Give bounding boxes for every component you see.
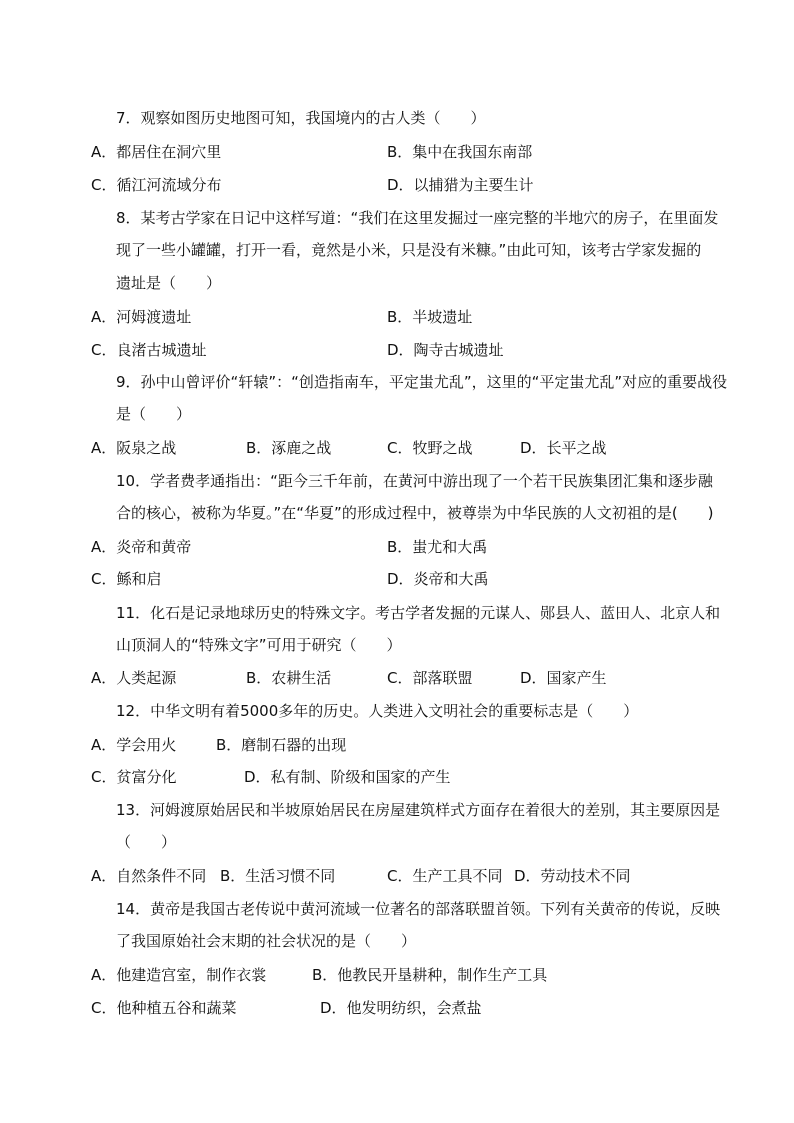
question-9-option-b: B．涿鹿之战 [246, 439, 332, 457]
question-13-stem-line-2: （ ） [116, 833, 177, 851]
question-8-option-c: C．良渚古城遗址 [91, 341, 207, 359]
question-7-stem-line-1: 7．观察如图历史地图可知，我国境内的古人类（ ） [116, 109, 486, 127]
question-10-stem-line-2: 合的核心，被称为华夏。”在“华夏”的形成过程中，被尊崇为中华民族的人文初祖的是( ) [116, 504, 714, 522]
question-13-option-b: B．生活习惯不同 [220, 867, 336, 885]
question-14-stem-line-2: 了我国原始社会末期的社会状况的是（ ） [116, 932, 417, 950]
question-9-option-d: D．长平之战 [520, 439, 607, 457]
question-8-stem-line-2: 现了一些小罐罐，打开一看，竟然是小米，只是没有米糠。”由此可知，该考古学家发掘的 [116, 241, 702, 259]
question-9-option-a: A．阪泉之战 [91, 439, 177, 457]
question-14-option-a: A．他建造宫室，制作衣裳 [91, 966, 267, 984]
question-10-option-c: C．鲧和启 [91, 570, 162, 588]
question-10-option-b: B．蚩尤和大禹 [387, 538, 488, 556]
question-8-stem-line-1: 8．某考古学家在日记中这样写道：“我们在这里发掘过一座完整的半地穴的房子，在里面发 [116, 209, 719, 227]
question-11-option-b: B．农耕生活 [246, 669, 332, 687]
question-13-option-c: C．生产工具不同 [387, 867, 503, 885]
question-8-option-b: B．半坡遗址 [387, 308, 473, 326]
question-14-option-c: C．他种植五谷和蔬菜 [91, 999, 237, 1017]
question-8-option-d: D．陶寺古城遗址 [387, 341, 504, 359]
question-7-option-b: B．集中在我国东南部 [387, 143, 533, 161]
question-12-stem-line-1: 12．中华文明有着5000多年的历史。人类进入文明社会的重要标志是（ ） [116, 702, 639, 720]
question-12-option-d: D．私有制、阶级和国家的产生 [244, 768, 451, 786]
question-11-option-a: A．人类起源 [91, 669, 177, 687]
question-13-option-d: D．劳动技术不同 [514, 867, 631, 885]
question-10-stem-line-1: 10．学者费孝通指出：“距今三千年前，在黄河中游出现了一个若干民族集团汇集和逐步融 [116, 472, 713, 490]
question-14-stem-line-1: 14．黄帝是我国古老传说中黄河流域一位著名的部落联盟首领。下列有关黄帝的传说，反映 [116, 900, 721, 918]
question-9-stem-line-2: 是（ ） [116, 405, 192, 423]
question-11-stem-line-1: 11．化石是记录地球历史的特殊文字。考古学者发掘的元谋人、郧县人、蓝田人、北京人和 [116, 604, 721, 622]
question-7-option-a: A．都居住在洞穴里 [91, 143, 222, 161]
question-14-option-b: B．他教民开垦耕种，制作生产工具 [312, 966, 548, 984]
question-10-option-a: A．炎帝和黄帝 [91, 538, 192, 556]
question-13-option-a: A．自然条件不同 [91, 867, 207, 885]
question-11-stem-line-2: 山顶洞人的“特殊文字”可用于研究（ ） [116, 636, 402, 654]
question-14-option-d: D．他发明纺织，会煮盐 [320, 999, 482, 1017]
question-11-option-d: D．国家产生 [520, 669, 607, 687]
question-12-option-b: B．磨制石器的出现 [216, 736, 347, 754]
question-13-stem-line-1: 13．河姆渡原始居民和半坡原始居民在房屋建筑样式方面存在着很大的差别，其主要原因是 [116, 801, 721, 819]
question-12-option-c: C．贫富分化 [91, 768, 177, 786]
question-11-option-c: C．部落联盟 [387, 669, 473, 687]
question-9-stem-line-1: 9．孙中山曾评价“轩辕”：“创造指南车，平定蚩尤乱”，这里的“平定蚩尤乱”对应的重要战役 [116, 373, 728, 391]
question-8-stem-line-3: 遗址是（ ） [116, 274, 222, 292]
question-10-option-d: D．炎帝和大禹 [387, 570, 489, 588]
question-7-option-d: D．以捕猎为主要生计 [387, 176, 534, 194]
question-12-option-a: A．学会用火 [91, 736, 177, 754]
question-8-option-a: A．河姆渡遗址 [91, 308, 192, 326]
question-7-option-c: C．循江河流域分布 [91, 176, 222, 194]
question-9-option-c: C．牧野之战 [387, 439, 473, 457]
